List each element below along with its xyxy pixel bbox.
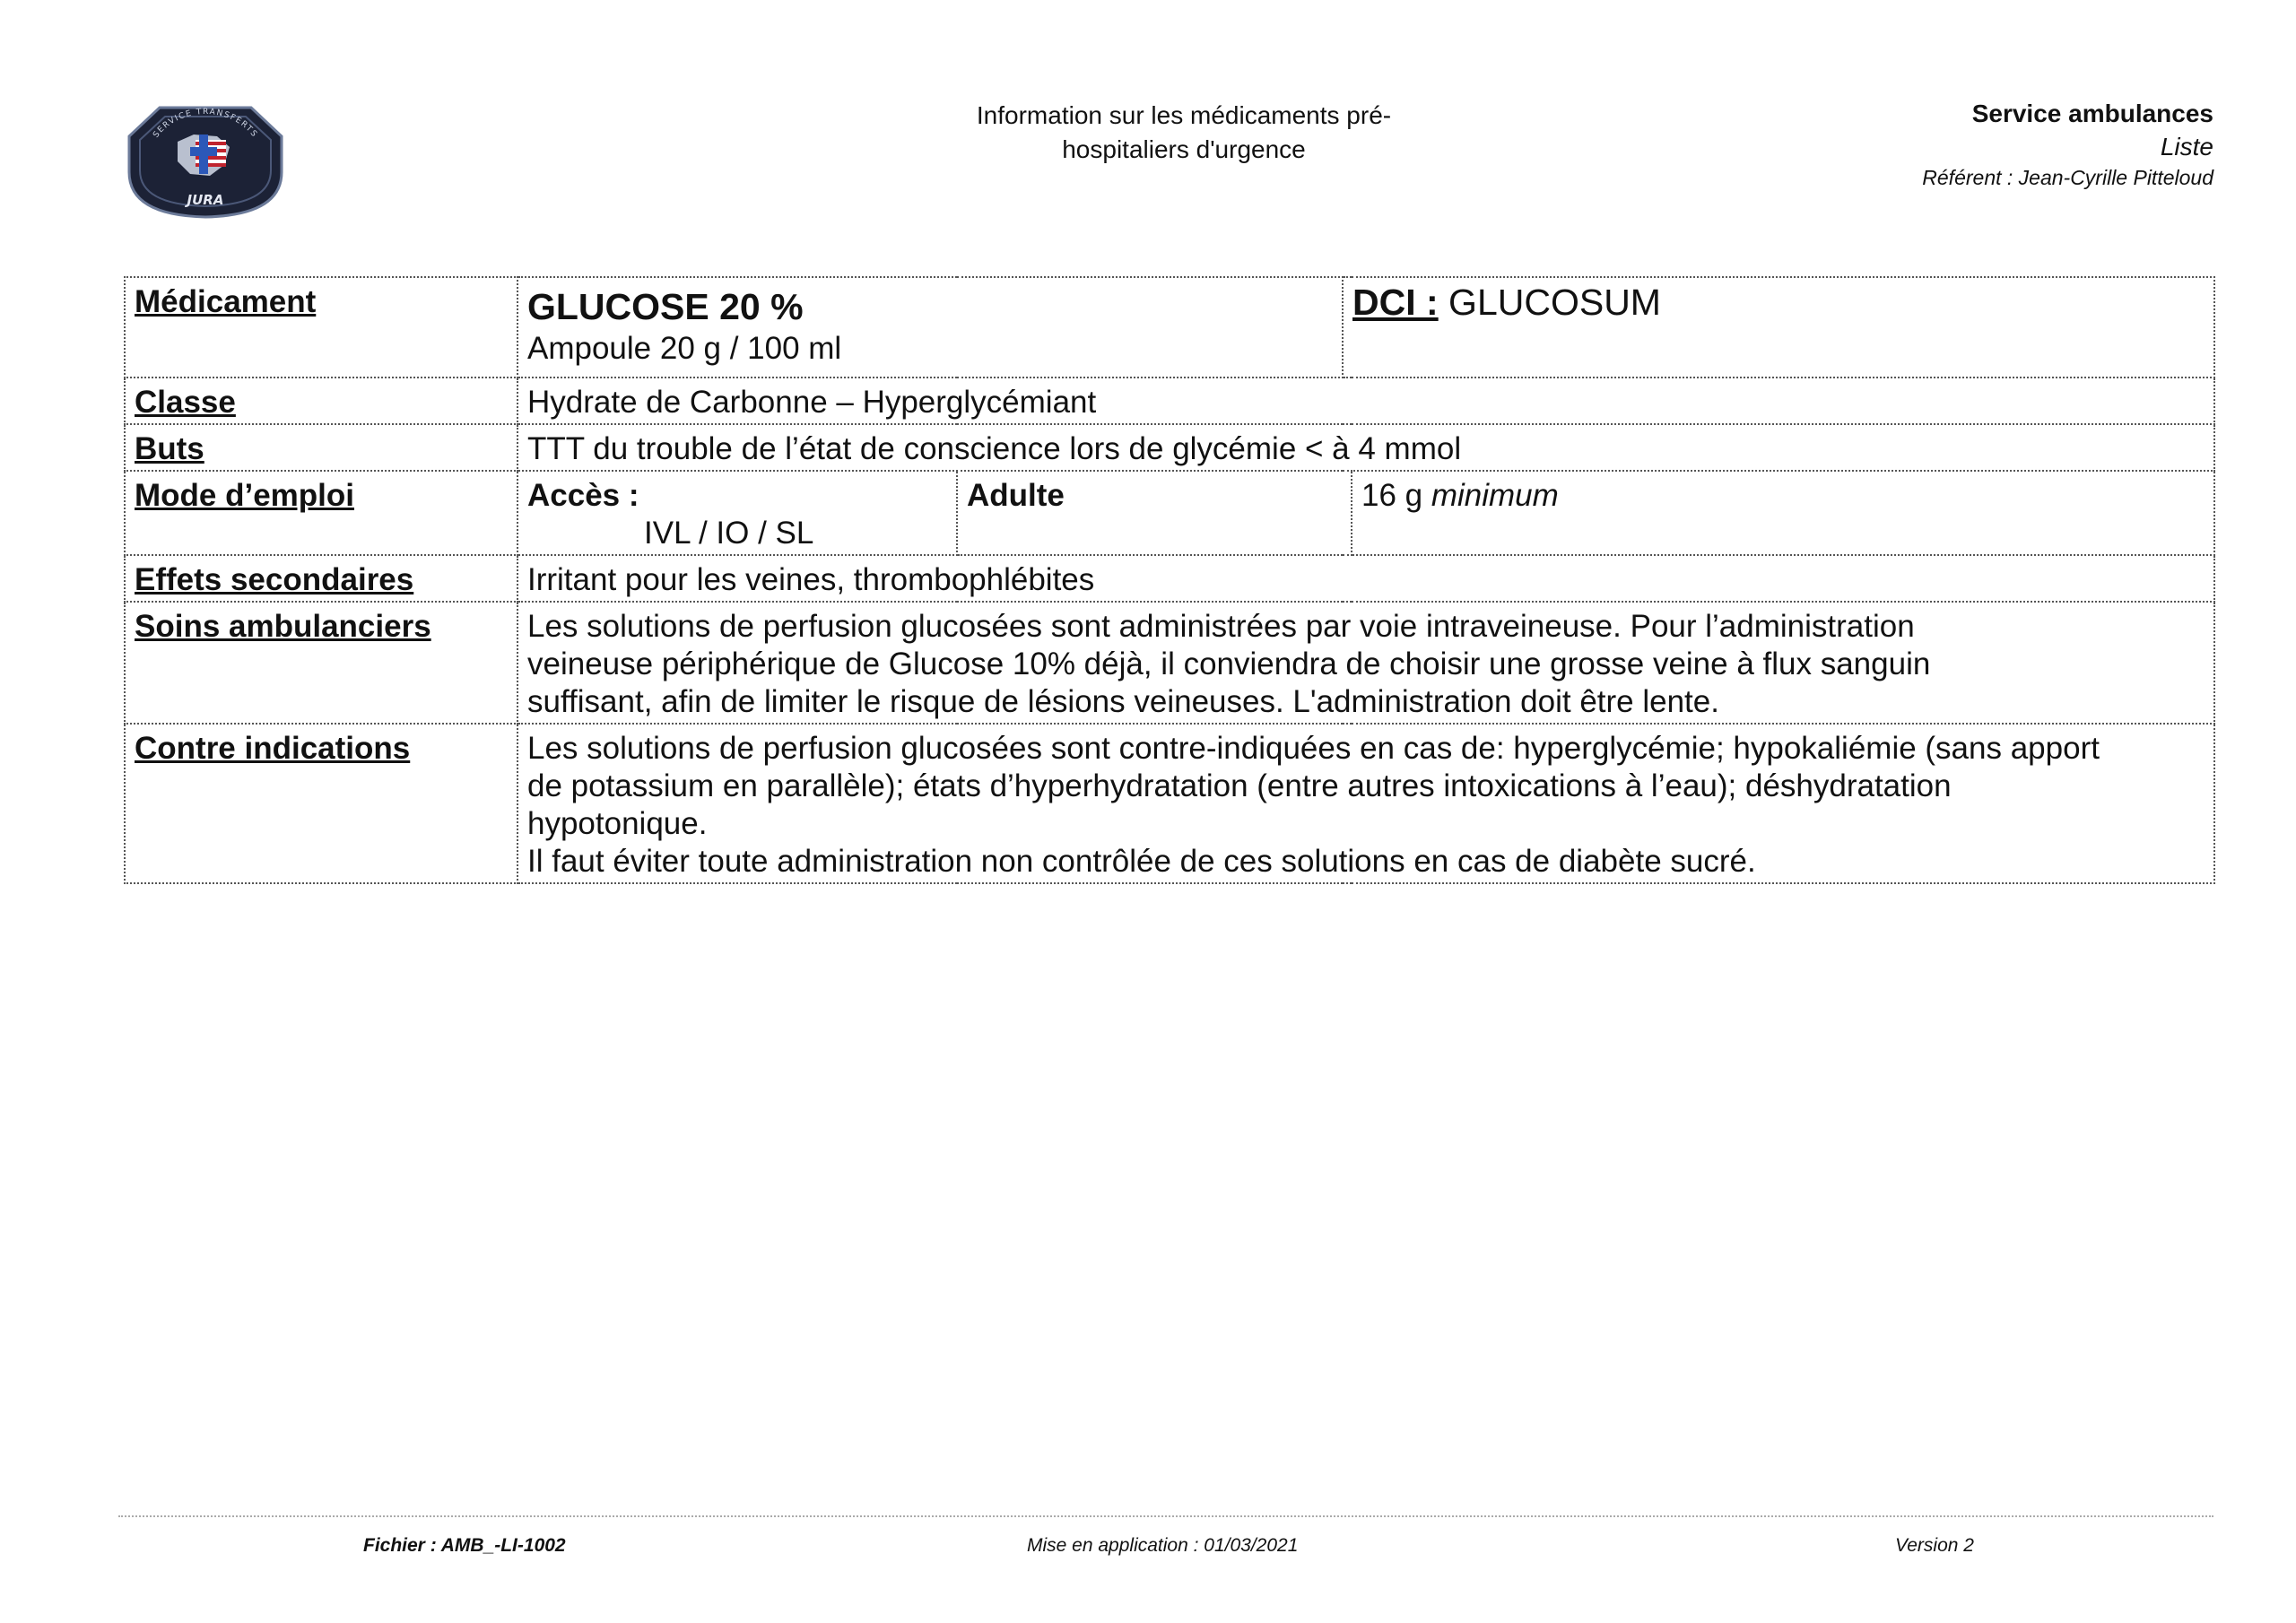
medicament-label: Médicament xyxy=(125,277,517,378)
row-effets xyxy=(125,555,2214,602)
footer-date: Mise en application : 01/03/2021 xyxy=(1027,1535,1299,1556)
logo-top-text: SERVICE TRANSFERTS xyxy=(152,107,259,140)
dci-value: GLUCOSUM xyxy=(1438,282,1661,323)
dci-label: DCI : xyxy=(1352,282,1439,323)
effets-label: Effets secondaires xyxy=(125,555,517,602)
adulte-label: Adulte xyxy=(957,471,1352,555)
title-line-2: hospitaliers d'urgence xyxy=(1062,135,1306,163)
referent: Référent : Jean-Cyrille Pitteloud xyxy=(1922,166,2213,189)
footer-version: Version 2 xyxy=(1895,1535,1974,1556)
effets-value: Irritant pour les veines, thrombophlébites xyxy=(517,555,2214,602)
logo-bottom-text: JURA xyxy=(187,192,224,208)
row-soins xyxy=(125,602,2214,724)
service-name: Service ambulances xyxy=(1971,100,2213,127)
header-service-block xyxy=(1586,97,2213,192)
doc-type: Liste xyxy=(2160,133,2213,161)
buts-value: TTT du trouble de l’état de conscience lors de glycémie < à 4 mmol xyxy=(517,424,2214,471)
row-buts xyxy=(125,424,2214,471)
dose-cell xyxy=(1352,471,2214,555)
soins-line: veineuse périphérique de Glucose 10% déjà, il conviendra de choisir une grosse veine à flux sanguin xyxy=(527,647,1931,681)
soins-line: suffisant, afin de limiter le risque de lésions veineuses. L'administration doit être lente. xyxy=(527,684,1719,719)
contre-value xyxy=(517,724,2214,883)
buts-label: Buts xyxy=(125,424,517,471)
footer-file: Fichier : AMB_-LI-1002 xyxy=(363,1535,566,1556)
medication-table xyxy=(124,276,2215,884)
drug-cell xyxy=(517,277,1343,378)
classe-label: Classe xyxy=(125,378,517,424)
row-classe xyxy=(125,378,2214,424)
footer-divider xyxy=(118,1515,2213,1517)
mode-emploi-label: Mode d’emploi xyxy=(125,471,517,555)
dose-value: 16 g xyxy=(1361,478,1431,513)
acces-label: Accès : xyxy=(527,478,639,513)
title-line-1: Information sur les médicaments pré- xyxy=(976,101,1392,129)
row-medicament xyxy=(125,277,2214,378)
contre-line: Les solutions de perfusion glucosées sont contre-indiquées en cas de: hyperglycémie; hypokaliémie (sans apport xyxy=(527,731,2100,766)
soins-line: Les solutions de perfusion glucosées sont administrées par voie intraveineuse. Pour l’administration xyxy=(527,609,1915,644)
acces-cell xyxy=(517,471,957,555)
contre-line: Il faut éviter toute administration non contrôlée de ces solutions en cas de diabète sucré. xyxy=(527,844,1756,879)
soins-label: Soins ambulanciers xyxy=(125,602,517,724)
contre-line: de potassium en parallèle); états d’hyperhydratation (entre autres intoxications à l’eau); déshydratation xyxy=(527,768,1952,803)
drug-name: GLUCOSE 20 % xyxy=(527,286,804,327)
jura-ambulance-logo xyxy=(124,100,287,219)
row-contre-indications xyxy=(125,724,2214,883)
document-title xyxy=(834,99,1534,167)
classe-value: Hydrate de Carbonne – Hyperglycémiant xyxy=(517,378,2214,424)
dci-cell xyxy=(1343,277,2214,378)
acces-value: IVL / IO / SL xyxy=(644,516,814,551)
contre-line: hypotonique. xyxy=(527,806,708,841)
soins-value xyxy=(517,602,2214,724)
dose-qualifier: minimum xyxy=(1431,478,1559,513)
contre-label: Contre indications xyxy=(125,724,517,883)
drug-form: Ampoule 20 g / 100 ml xyxy=(527,331,842,366)
row-mode-emploi xyxy=(125,471,2214,555)
